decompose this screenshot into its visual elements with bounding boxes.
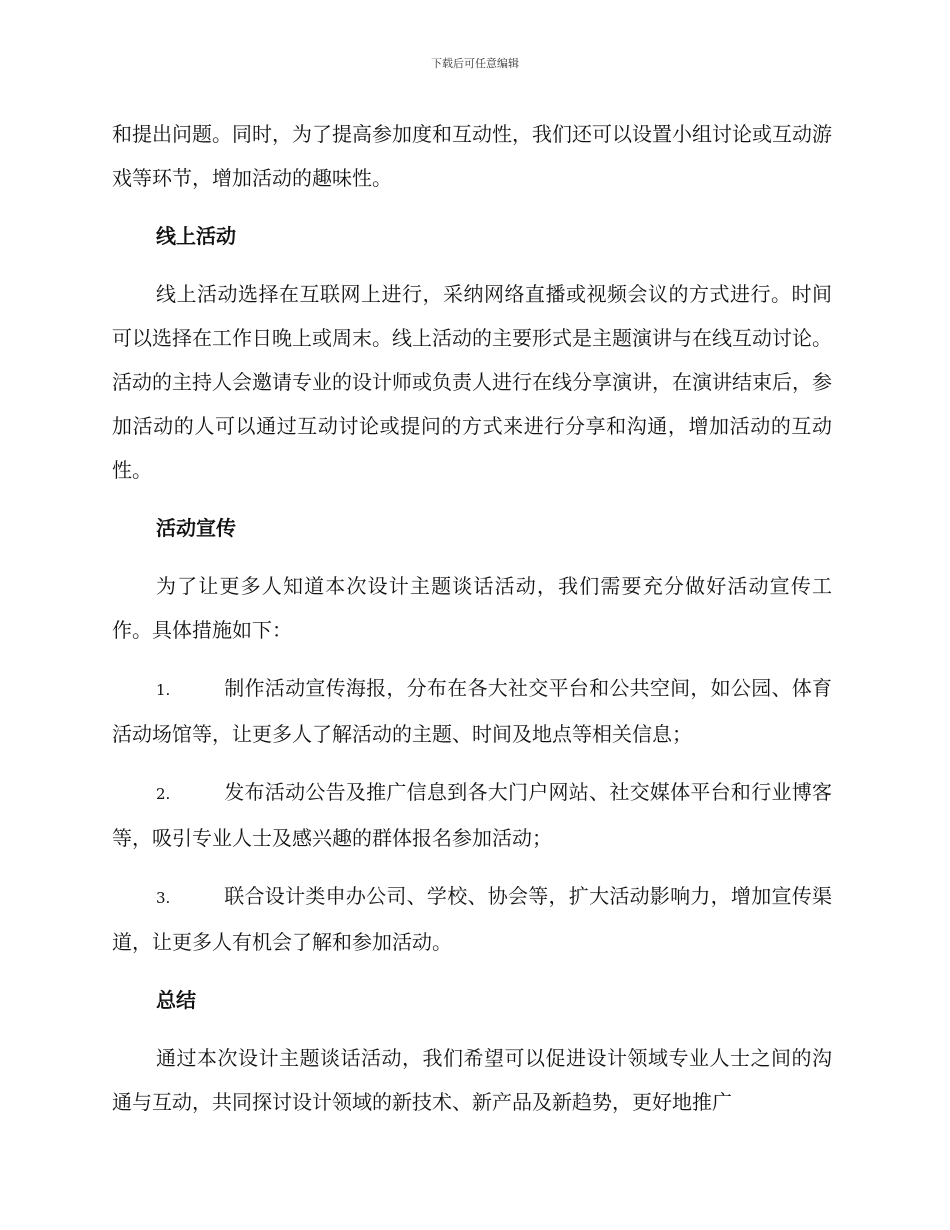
list-item xyxy=(112,874,832,964)
paragraph-intro-continued: 和提出问题。同时，为了提高参加度和互动性，我们还可以设置小组讨论或互动游戏等环节，增加活动的趣味性。 xyxy=(112,122,832,190)
list-text: 制作活动宣传海报，分布在各大社交平台和公共空间，如公园、体育活动场馆等，让更多人了解活动的主题、时间及地点等相关信息； xyxy=(112,676,832,746)
paragraph-online-activity: 线上活动选择在互联网上进行，采纳网络直播或视频会议的方式进行。时间可以选择在工作日晚上或周末。线上活动的主要形式是主题演讲与在线互动讨论。活动的主持人会邀请专业的设计师或负责人进行在线分享演讲，在演讲结束后，参加活动的人可以通过互动讨论或提问的方式来进行分享和沟通，增加活动的互动性。 xyxy=(112,282,832,482)
list-item xyxy=(112,770,832,860)
heading-summary: 总结 xyxy=(156,988,196,1012)
list-text: 联合设计类申办公司、学校、协会等，扩大活动影响力，增加宣传渠道，让更多人有机会了解和参加活动。 xyxy=(112,884,832,954)
list-item xyxy=(112,666,832,756)
list-text: 发布活动公告及推广信息到各大门户网站、社交媒体平台和行业博客等，吸引专业人士及感兴趣的群体报名参加活动； xyxy=(112,780,832,850)
heading-online-activity: 线上活动 xyxy=(156,224,236,248)
list-number: 3. xyxy=(156,889,171,907)
page-header: 下载后可任意编辑 xyxy=(431,57,519,70)
paragraph-summary: 通过本次设计主题谈话活动，我们希望可以促进设计领域专业人士之间的沟通与互动，共同探讨设计领域的新技术、新产品及新趋势，更好地推广 xyxy=(112,1046,832,1114)
heading-promotion: 活动宣传 xyxy=(156,516,236,540)
list-number: 2. xyxy=(156,785,171,803)
paragraph-promotion: 为了让更多人知道本次设计主题谈话活动，我们需要充分做好活动宣传工作。具体措施如下： xyxy=(112,574,832,642)
list-number: 1. xyxy=(156,681,171,699)
document-body xyxy=(112,112,832,1124)
